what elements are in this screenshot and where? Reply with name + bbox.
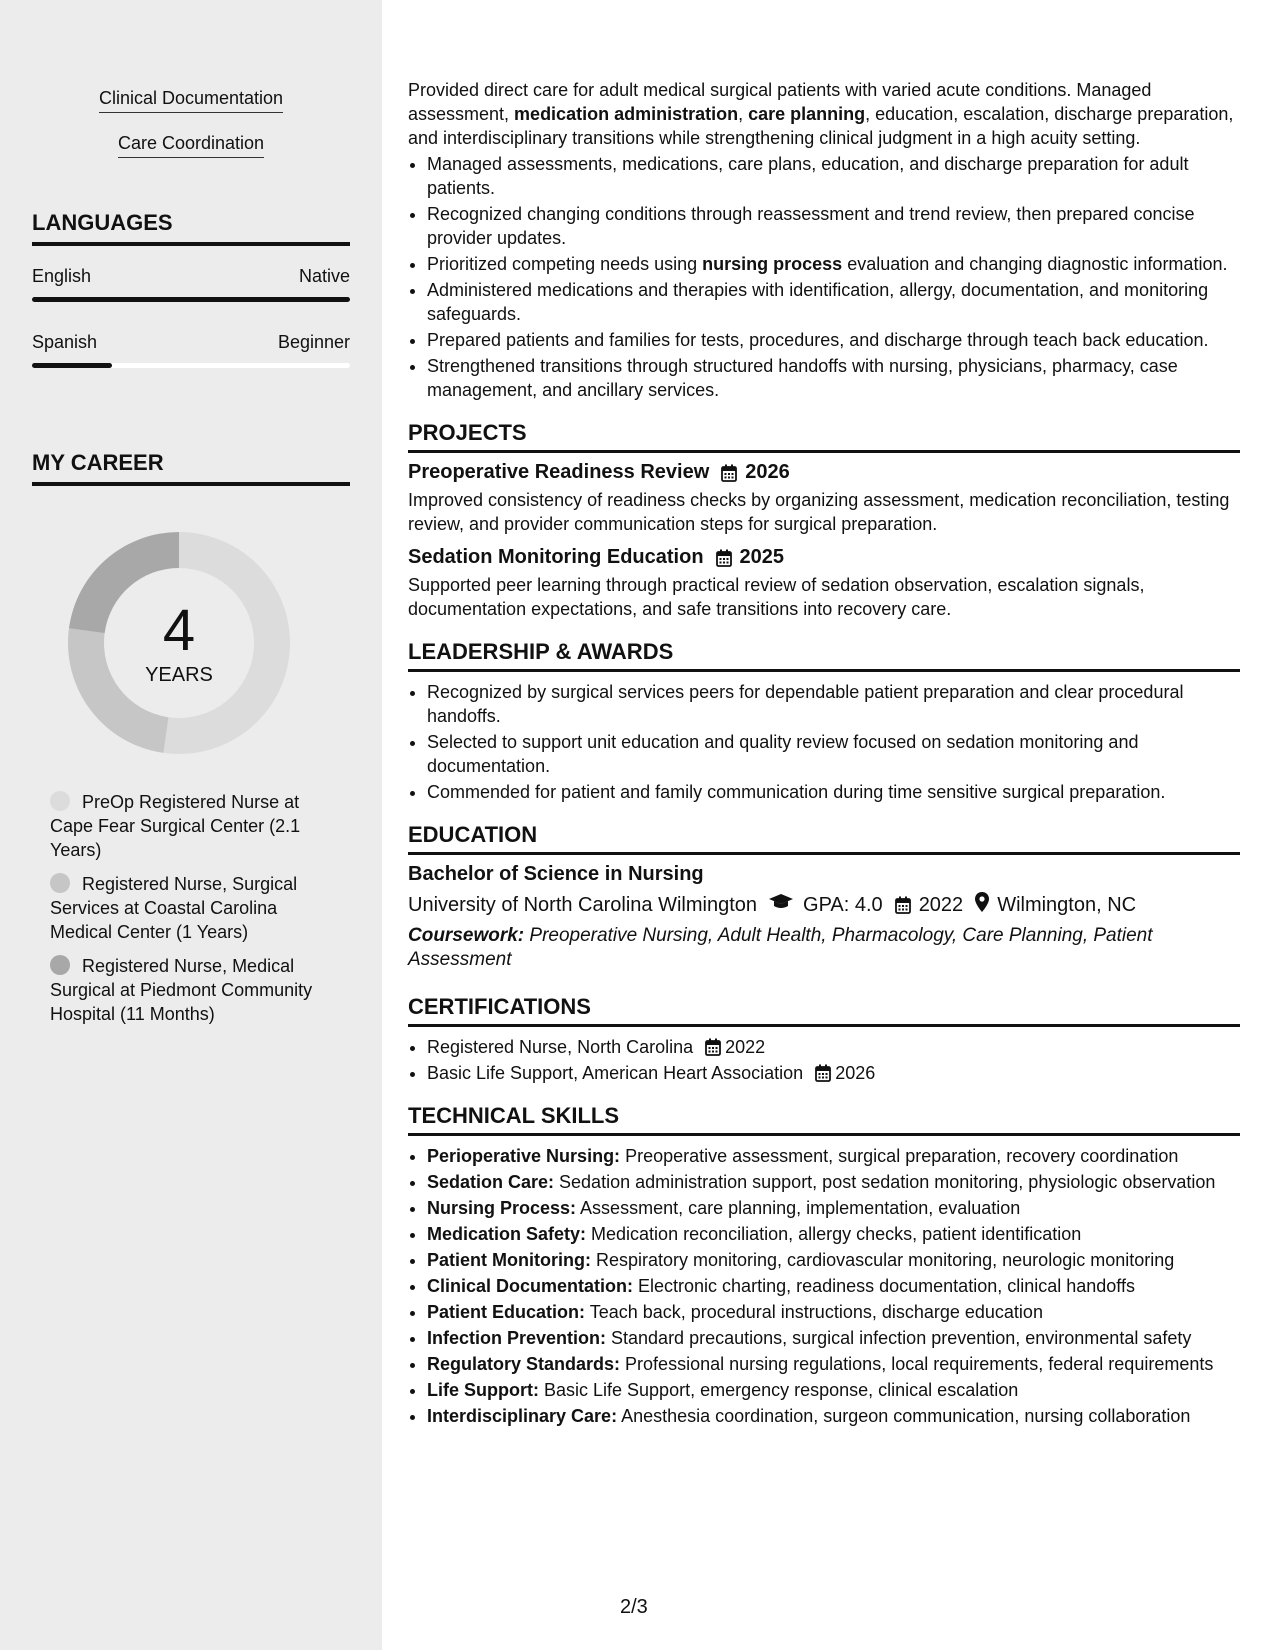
skill-text: Teach back, procedural instructions, discharge education: [585, 1302, 1043, 1322]
language-proficiency-bar: [32, 297, 350, 302]
career-legend-dot: [50, 791, 70, 811]
main-content: [408, 78, 1240, 1430]
page-number: 2/3: [620, 1596, 648, 1618]
project-description: Supported peer learning through practical review of sedation observation, escalation signals, documentation expectations, and safe transitions into recovery care.: [408, 575, 1145, 619]
career-legend: [50, 790, 340, 1036]
certifications-heading: CERTIFICATIONS: [408, 994, 1240, 1027]
skill-tag: Care Coordination: [118, 133, 264, 158]
languages-heading: LANGUAGES: [32, 210, 350, 246]
intro-text: ,: [738, 104, 749, 124]
skill-tags: [0, 0, 382, 178]
technical-skill-item: [427, 1352, 1240, 1376]
skill-label: Life Support:: [427, 1380, 539, 1400]
projects-heading: PROJECTS: [408, 420, 1240, 453]
certifications-list: [408, 1035, 1240, 1085]
certification-item: [427, 1061, 1240, 1085]
technical-skill-item: [427, 1196, 1240, 1220]
certification-name: Basic Life Support, American Heart Association: [427, 1063, 804, 1083]
experience-intro: [408, 78, 1240, 150]
project-title: Preoperative Readiness Review: [408, 461, 710, 483]
technical-skills-heading: TECHNICAL SKILLS: [408, 1103, 1240, 1136]
experience-bullet: • Administered medications and therapies with identification, allergy, documentation, and monitoring safeguards.: [427, 278, 1240, 326]
skill-text: Basic Life Support, emergency response, clinical escalation: [538, 1380, 1019, 1400]
leadership-list: [408, 680, 1240, 804]
career-total-unit: YEARS: [145, 664, 213, 686]
skill-text: Professional nursing regulations, local requirements, federal requirements: [620, 1354, 1214, 1374]
technical-skill-item: [427, 1326, 1240, 1350]
calendar-icon: [716, 549, 732, 567]
project-item: [408, 546, 1240, 621]
career-section: [32, 450, 350, 486]
calendar-icon: [895, 896, 911, 914]
project-item: [408, 461, 1240, 536]
certification-item: [427, 1035, 1240, 1059]
certification-year: 2022: [725, 1037, 766, 1057]
bullet-text: Prioritized competing needs using: [427, 254, 703, 274]
skill-label: Infection Prevention:: [427, 1328, 607, 1348]
skill-label: Patient Monitoring:: [427, 1250, 591, 1270]
language-proficiency-bar: [32, 363, 350, 368]
leadership-item: • Commended for patient and family communication during time sensitive surgical preparation.: [427, 780, 1240, 804]
skill-tag: Clinical Documentation: [99, 88, 283, 113]
career-item: [50, 954, 340, 1026]
coursework-label: Coursework:: [408, 925, 525, 946]
leadership-item: • Recognized by surgical services peers for dependable patient preparation and clear procedural handoffs.: [427, 680, 1240, 728]
project-year: 2025: [739, 546, 785, 568]
calendar-icon: [721, 464, 737, 482]
intro-text: Provided direct care for adult medical surgical patients with varied acute conditions. Managed assessment,: [408, 80, 1152, 124]
technical-skill-item: [427, 1404, 1240, 1428]
career-legend-dot: [50, 873, 70, 893]
career-item-text: Registered Nurse, Medical Surgical at Piedmont Community Hospital (11 Months): [50, 956, 313, 1024]
sidebar: [0, 0, 382, 1650]
bullet-text: evaluation and changing diagnostic information.: [842, 254, 1228, 274]
technical-skill-item: [427, 1144, 1240, 1168]
intro-bold: medication administration: [514, 104, 739, 124]
career-item: [50, 872, 340, 944]
skill-text: Medication reconciliation, allergy checks, patient identification: [586, 1224, 1082, 1244]
skill-label: Medication Safety:: [427, 1224, 587, 1244]
career-item-text: PreOp Registered Nurse at Cape Fear Surgical Center (2.1 Years): [50, 792, 301, 860]
certification-name: Registered Nurse, North Carolina: [427, 1037, 694, 1057]
education-heading: EDUCATION: [408, 822, 1240, 855]
technical-skill-item: [427, 1222, 1240, 1246]
graduation-cap-icon: [769, 893, 793, 917]
skill-text: Standard precautions, surgical infection prevention, environmental safety: [606, 1328, 1192, 1348]
career-item-text: Registered Nurse, Surgical Services at Coastal Carolina Medical Center (1 Years): [50, 874, 298, 942]
education-details: [408, 892, 1240, 918]
education-location: Wilmington, NC: [997, 893, 1137, 916]
career-heading: MY CAREER: [32, 450, 350, 486]
location-pin-icon: [975, 892, 989, 918]
skill-label: Perioperative Nursing:: [427, 1146, 621, 1166]
career-donut-chart: [66, 530, 292, 756]
coursework-text: Preoperative Nursing, Adult Health, Pharmacology, Care Planning, Patient Assessment: [408, 925, 1153, 970]
experience-bullet: • Prepared patients and families for tests, procedures, and discharge through teach back education.: [427, 328, 1240, 352]
experience-bullet: • Recognized changing conditions through reassessment and trend review, then prepared concise provider updates.: [427, 202, 1240, 250]
language-proficiency-fill: [32, 297, 350, 302]
language-level: Native: [298, 266, 350, 286]
education-year: 2022: [918, 893, 964, 916]
skill-label: Interdisciplinary Care:: [427, 1406, 618, 1426]
certification-year: 2026: [835, 1063, 876, 1083]
skill-text: Anesthesia coordination, surgeon communication, nursing collaboration: [617, 1406, 1191, 1426]
skill-label: Regulatory Standards:: [427, 1354, 621, 1374]
language-name: Spanish: [32, 332, 98, 352]
skill-text: Electronic charting, readiness documentation, clinical handoffs: [633, 1276, 1135, 1296]
skill-label: Clinical Documentation:: [427, 1276, 634, 1296]
language-proficiency-fill: [32, 363, 112, 368]
education-degree: Bachelor of Science in Nursing: [408, 863, 704, 885]
experience-bullet: [427, 252, 1240, 276]
language-item: [32, 266, 350, 302]
skill-label: Nursing Process:: [427, 1198, 577, 1218]
language-name: English: [32, 266, 92, 286]
language-item: [32, 332, 350, 368]
experience-bullet: • Strengthened transitions through structured handoffs with nursing, physicians, pharmacy, case management, and ancillary services.: [427, 354, 1240, 402]
skill-text: Sedation administration support, post sedation monitoring, physiologic observation: [554, 1172, 1216, 1192]
leadership-heading: LEADERSHIP & AWARDS: [408, 639, 1240, 672]
leadership-item: • Selected to support unit education and quality review focused on sedation monitoring and documentation.: [427, 730, 1240, 778]
education-coursework: [408, 924, 1240, 972]
skill-label: Sedation Care:: [427, 1172, 555, 1192]
career-legend-dot: [50, 955, 70, 975]
languages-section: [32, 210, 350, 368]
skill-text: Respiratory monitoring, cardiovascular monitoring, neurologic monitoring: [590, 1250, 1175, 1270]
bullet-bold: nursing process: [702, 254, 843, 274]
technical-skill-item: [427, 1170, 1240, 1194]
education-gpa: GPA: 4.0: [803, 893, 883, 916]
project-year: 2026: [745, 461, 790, 483]
technical-skill-item: [427, 1300, 1240, 1324]
career-item: [50, 790, 340, 862]
technical-skill-item: [427, 1378, 1240, 1402]
skill-label: Patient Education:: [427, 1302, 586, 1322]
project-description: Improved consistency of readiness checks by organizing assessment, medication reconciliation, testing review, and provider communication steps for surgical preparation.: [408, 490, 1230, 534]
experience-bullet: • Managed assessments, medications, care plans, education, and discharge preparation for adult patients.: [427, 152, 1240, 200]
intro-text: , education, escalation, discharge preparation, and interdisciplinary transitions while strengthening clinical judgment in a high acuity setting.: [408, 104, 1234, 148]
career-total-number: 4: [162, 598, 196, 663]
technical-skill-item: [427, 1248, 1240, 1272]
skill-text: Preoperative assessment, surgical preparation, recovery coordination: [620, 1146, 1179, 1166]
calendar-icon: [705, 1038, 721, 1056]
technical-skill-item: [427, 1274, 1240, 1298]
skill-text: Assessment, care planning, implementation, evaluation: [576, 1198, 1021, 1218]
intro-bold: care planning: [748, 104, 866, 124]
project-title: Sedation Monitoring Education: [408, 546, 704, 568]
technical-skills-list: [408, 1144, 1240, 1428]
calendar-icon: [815, 1064, 831, 1082]
language-level: Beginner: [277, 332, 350, 352]
education-school: University of North Carolina Wilmington: [408, 893, 758, 916]
experience-bullets: [408, 152, 1240, 402]
